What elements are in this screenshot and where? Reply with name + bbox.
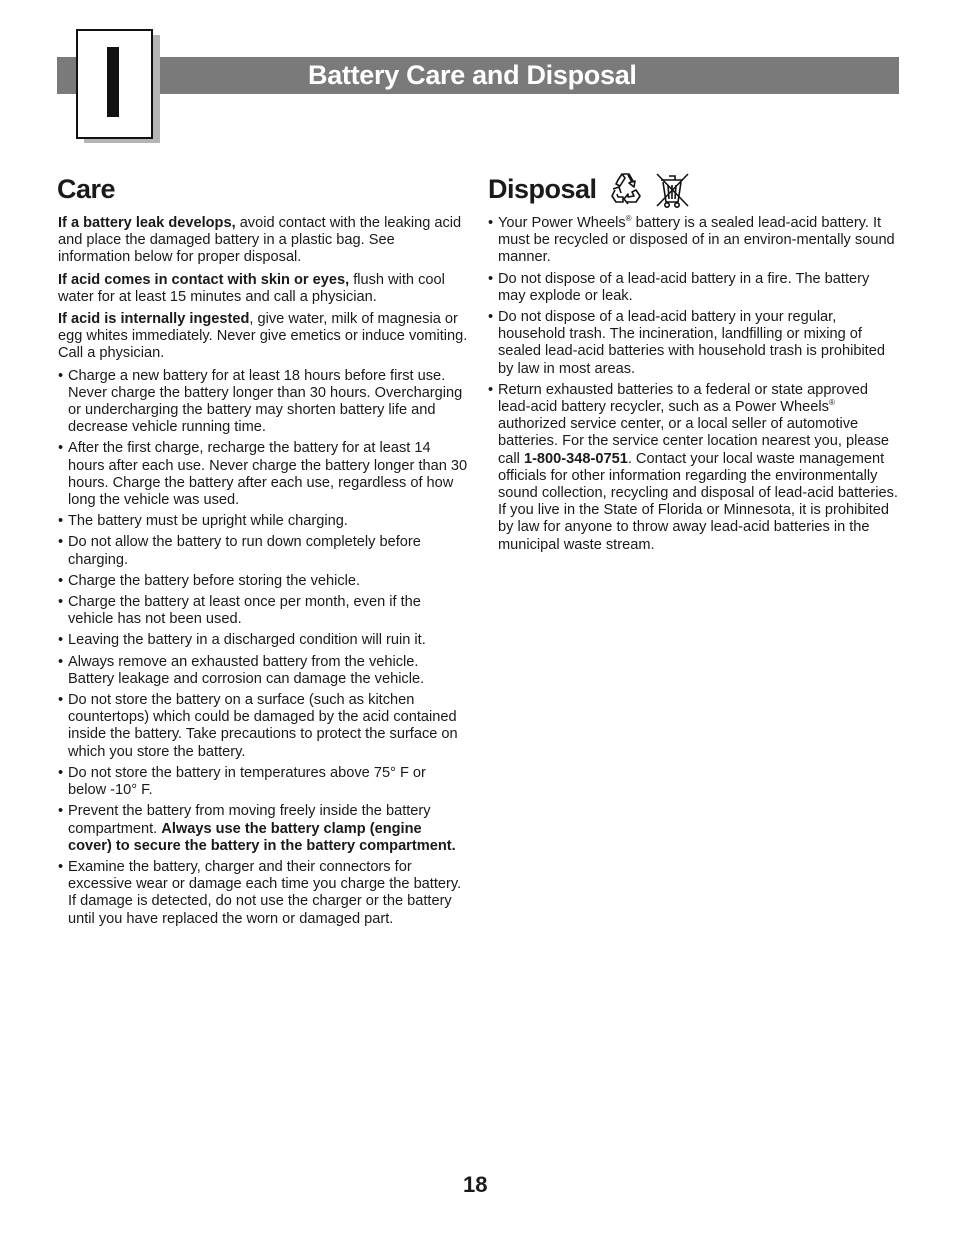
page-title: Battery Care and Disposal	[308, 60, 637, 90]
list-item	[58, 803, 468, 855]
care-paragraph-lead: If a battery leak develops,	[58, 215, 236, 231]
list-item-text: battery is a sealed lead-acid battery. It must be recycled or disposed of in an environ-mentally sound manner.	[498, 215, 895, 266]
page-number: 18	[463, 1172, 488, 1197]
list-item-emphasis: Always use the battery clamp (engine cover) to secure the battery in the battery compartment.	[68, 820, 456, 854]
disposal-bullet-list	[488, 215, 898, 554]
list-item: • Charge the battery before storing the vehicle.	[58, 573, 468, 590]
list-item-text: . Contact your local waste management officials for other information regarding the environmentally sound collection, recycling and disposal of lead-acid batteries. If you live in the State of Florida or Minnesota, it is prohibited by law for anyone to throw away lead-acid batteries in the municipal waste stream.	[498, 450, 898, 553]
list-item: • Charge the battery at least once per month, even if the vehicle has not been used.	[58, 594, 468, 628]
list-item-text: Return exhausted batteries to a federal or state approved lead-acid battery recycler, such as a Power Wheels	[498, 381, 868, 416]
disposal-heading: Disposal	[488, 174, 597, 204]
list-item	[488, 215, 898, 267]
list-item: • Charge a new battery for at least 18 hours before first use. Never charge the battery longer than 30 hours. Overcharging or undercharging the battery may shorten battery life and decrease vehicle running time.	[58, 368, 468, 437]
list-item: • After the first charge, recharge the battery for at least 14 hours after each use. Never charge the battery longer than 30 hours. Charge the battery after each use, regardless of how long the vehicle was used.	[58, 440, 468, 509]
care-paragraph-lead: If acid comes in contact with skin or eyes,	[58, 271, 350, 288]
care-bullet-list	[58, 368, 468, 928]
list-item: • Leaving the battery in a discharged condition will ruin it.	[58, 632, 468, 649]
care-paragraph-text: , give water, milk of magnesia or egg whites immediately. Never give emetics or induce vomiting. Call a physician.	[58, 311, 468, 362]
list-item: • The battery must be upright while charging.	[58, 513, 468, 530]
care-paragraph-lead: If acid is internally ingested	[58, 311, 250, 328]
recycle-icon	[612, 174, 640, 204]
service-phone-number: 1-800-348-0751	[523, 450, 628, 467]
registered-mark: ®	[625, 214, 632, 223]
registered-mark: ®	[828, 398, 835, 408]
list-item: • Do not dispose of a lead-acid battery in a fire. The battery may explode or leak.	[488, 271, 898, 305]
crossed-out-bin-icon	[657, 174, 688, 207]
list-item: • Do not dispose of a lead-acid battery in your regular, household trash. The incineration, landfilling or mixing of sealed lead-acid batteries with household trash is prohibited by law in most areas.	[488, 309, 898, 378]
list-item-text: authorized service center, or a local seller of automotive batteries. For the service center location nearest you, please call	[498, 416, 889, 467]
list-item-text: Your Power Wheels	[498, 215, 626, 231]
disposal-column	[488, 215, 898, 558]
care-column	[58, 215, 468, 932]
list-item: • Do not allow the battery to run down completely before charging.	[58, 534, 468, 568]
list-item: • Do not store the battery on a surface (such as kitchen countertops) which could be damaged by the acid contained inside the battery. Take precautions to protect the surface on which you store the battery.	[58, 692, 468, 761]
section-marker-icon	[107, 47, 119, 117]
care-paragraph	[58, 215, 468, 267]
care-paragraph-text: flush with cool water for at least 15 minutes and call a physician.	[58, 271, 445, 305]
disposal-icons	[609, 170, 694, 215]
list-item: • Examine the battery, charger and their connectors for excessive wear or damage each time you charge the battery. If damage is detected, do not use the charger or the battery until you have replaced the worn or damaged part.	[58, 859, 468, 928]
list-item: • Do not store the battery in temperatures above 75° F or below -10° F.	[58, 765, 468, 799]
list-item: • Always remove an exhausted battery from the vehicle. Battery leakage and corrosion can damage the vehicle.	[58, 654, 468, 688]
care-paragraph	[58, 311, 468, 363]
disposal-icons-svg	[609, 170, 694, 210]
list-item-text: Prevent the battery from moving freely inside the battery compartment.	[68, 803, 431, 837]
list-item	[488, 382, 898, 554]
care-paragraph-text: avoid contact with the leaking acid and place the damaged battery in a plastic bag. See information below for proper disposal.	[58, 215, 462, 266]
care-paragraph	[58, 272, 468, 306]
care-heading: Care	[57, 174, 116, 204]
